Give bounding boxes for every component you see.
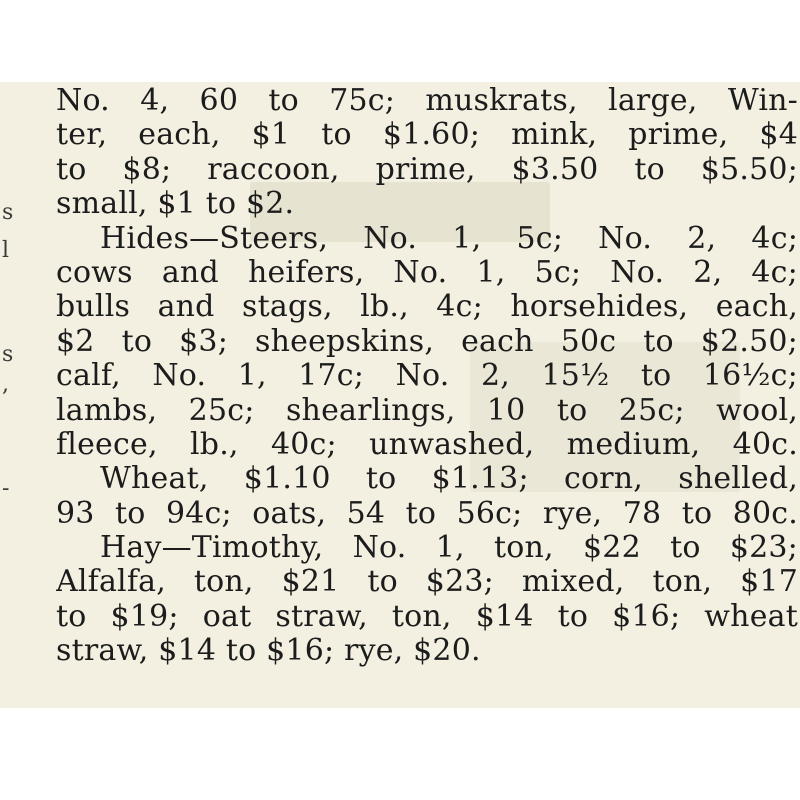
gutter-fragment: s xyxy=(2,200,14,225)
text-line: lambs, 25c; shearlings, 10 to 25c; wool, xyxy=(56,393,798,428)
gutter-fragment: s xyxy=(2,342,14,367)
text-line: bulls and stags, lb., 4c; horsehides, each, xyxy=(56,290,798,325)
text-line: to $8; raccoon, prime, $3.50 to $5.50; xyxy=(56,152,798,187)
text-line: fleece, lb., 40c; unwashed, medium, 40c. xyxy=(56,427,798,462)
gutter-fragment: , xyxy=(2,372,9,397)
newspaper-clipping xyxy=(0,82,800,708)
text-line: Alfalfa, ton, $21 to $23; mixed, ton, $17 xyxy=(56,565,798,600)
gutter-fragment: - xyxy=(2,476,10,501)
text-line: No. 4, 60 to 75c; muskrats, large, Win- xyxy=(56,84,798,118)
hay-paragraph-start: Hay—Timothy, No. 1, ton, $22 to $23; xyxy=(100,531,798,566)
text-line: small, $1 to $2. xyxy=(56,187,295,222)
text-line: cows and heifers, No. 1, 5c; No. 2, 4c; xyxy=(56,255,798,290)
gutter-fragment: l xyxy=(2,238,10,263)
hides-paragraph-start: Hides—Steers, No. 1, 5c; No. 2, 4c; xyxy=(100,221,798,256)
market-report-text xyxy=(56,84,800,669)
text-line: 93 to 94c; oats, 54 to 56c; rye, 78 to 80c. xyxy=(56,496,798,531)
text-line: to $19; oat straw, ton, $14 to $16; wheat xyxy=(56,599,798,634)
text-line: ter, each, $1 to $1.60; mink, prime, $4 xyxy=(56,118,798,153)
text-line: calf, No. 1, 17c; No. 2, 15½ to 16½c; xyxy=(56,359,798,394)
text-line: $2 to $3; sheepskins, each 50c to $2.50; xyxy=(56,324,798,359)
wheat-paragraph-start: Wheat, $1.10 to $1.13; corn, shelled, xyxy=(100,462,798,497)
text-line: straw, $14 to $16; rye, $20. xyxy=(56,634,481,669)
adjacent-column-edge xyxy=(0,82,14,708)
